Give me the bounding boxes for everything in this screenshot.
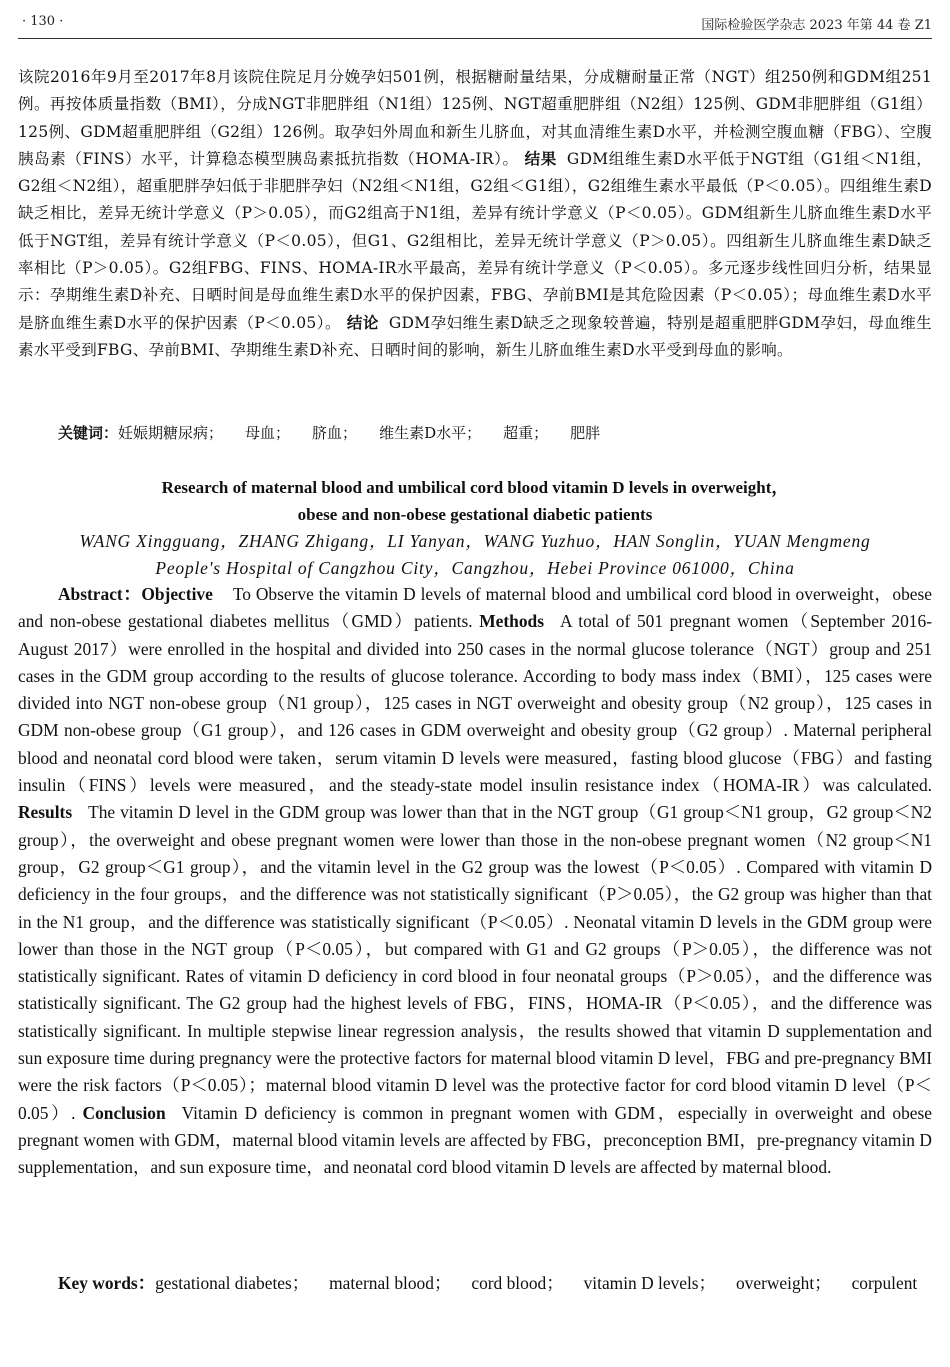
keyword-en: vitamin D levels； <box>583 1273 716 1293</box>
keyword-en: maternal blood； <box>329 1273 452 1293</box>
keywords-en-label: Key words： <box>58 1273 156 1293</box>
keywords-en <box>18 1270 932 1297</box>
keyword-cn: 脐血； <box>312 424 358 442</box>
methods-text: A total of 501 pregnant women（September 2016-August 2017）were enrolled in the hospital and divided into 250 cases in the normal glucose tolerance（NGT）group and 251 cases in the GDM group according to the results of glucose tolerance. According to body mass index（BMI），125 cases were divided into NGT non-obese group（N1 group），125 cases in NGT overweight and obesity group（N2 group），125 cases in GDM non-obese group（G1 group），and 126 cases in GDM overweight and obesity group（G2 group）. Maternal peripheral blood and neonatal cord blood were taken，serum vitamin D levels were measured，fasting blood glucose（FBG）and fasting insulin（FINS）levels were measured，and the steady-state model insulin resistance index（HOMA-IR）was calculated. <box>18 611 932 796</box>
chinese-abstract-body <box>18 64 932 364</box>
results-text-cn: GDM组维生素D水平低于NGT组（G1组＜N1组，G2组＜N2组），超重肥胖孕妇低于非肥胖孕妇（N2组＜N1组，G2组＜G1组），G2组维生素水平最低（P＜0.05）。四组维生素D缺乏相比，差异无统计学意义（P＞0.05），而G2组高于N1组，差异有统计学意义（P＜0.05）。GDM组新生儿脐血维生素D水平低于NGT组，差异有统计学意义（P＜0.05），但G1、G2组相比，差异无统计学意义（P＞0.05）。四组新生儿脐血维生素D缺乏率相比（P＞0.05）。G2组FBG、FINS、HOMA-IR水平最高，差异有统计学意义（P＜0.05）。多元逐步线性回归分析，结果显示：孕期维生素D补充、日晒时间是母血维生素D水平的保护因素，FBG、孕前BMI是其危险因素（P＜0.05）；母血维生素D水平是脐血维生素D水平的保护因素（P＜0.05）。 <box>18 149 933 332</box>
english-title <box>18 474 932 528</box>
keyword-cn: 肥胖 <box>570 424 601 442</box>
journal-info: 国际检验医学杂志 2023 年第 44 卷 Z1 <box>701 18 932 33</box>
results-label: Results <box>18 802 73 823</box>
conclusion-label: Conclusion <box>82 1102 166 1123</box>
header-rule <box>18 38 932 39</box>
keyword-en: gestational diabetes； <box>155 1273 310 1293</box>
keyword-cn: 维生素D水平； <box>379 424 482 442</box>
keywords-cn <box>58 421 928 445</box>
english-title-line2: obese and non-obese gestational diabetic patients <box>297 505 653 524</box>
author-list: WANG Xingguang，ZHANG Zhigang，LI Yanyan，WANG Yuzhuo，HAN Songlin，YUAN Mengmeng <box>79 531 871 551</box>
results-text: The vitamin D level in the GDM group was lower than that in the NGT group（G1 group＜N1 group，G2 group＜N2 group），the overweight and obese pregnant women were lower than those in the non-obese pregnant women（N2 group＜N1 group，G2 group＜G1 group），and the vitamin level in the G2 group was the lowest（P＜0.05）. Compared with vitamin D deficiency in the four groups，and the difference was not statistically significant（P＞0.05），the G2 group was higher than that in the N1 group，and the difference was statistically significant（P＜0.05）. Neonatal vitamin D levels in the GDM group were lower than those in the NGT group（P＜0.05），but compared with G1 and G2 groups（P＞0.05），the difference was not statistically significant. Rates of vitamin D deficiency in cord blood in four neonatal groups（P＞0.05），and the difference was statistically significant. The G2 group had the highest levels of FBG，FINS，HOMA-IR（P＜0.05），and the difference was statistically significant. In multiple stepwise linear regression analysis，the results showed that vitamin D supplementation and sun exposure time during pregnancy were the protective factors for maternal blood vitamin D level，FBG and pre-pregnancy BMI were the risk factors（P＜0.05）；maternal blood vitamin D level was the protective factor for cord blood vitamin D level（P＜0.05）. <box>18 802 932 1123</box>
keyword-cn: 超重； <box>503 424 549 442</box>
english-abstract-body <box>18 581 932 1182</box>
results-label-cn: 结果 <box>524 149 557 168</box>
objective-label: Objective <box>141 584 213 604</box>
affiliation: People's Hospital of Cangzhou City，Cangzhou，Hebei Province 061000，China <box>155 558 795 578</box>
keyword-cn: 母血； <box>245 424 291 442</box>
keyword-cn: 妊娠期糖尿病； <box>118 424 224 442</box>
conclusion-text: Vitamin D deficiency is common in pregnant women with GDM，especially in overweight and obese pregnant women with GDM，maternal blood vitamin levels are affected by FBG，preconception BMI，pre-pregnancy vitamin D supplementation，and sun exposure time，and neonatal cord blood vitamin D levels are affected by maternal blood. <box>18 1102 932 1178</box>
author-block <box>18 528 932 582</box>
english-title-line1: Research of maternal blood and umbilical cord blood vitamin D levels in overweight， <box>161 478 789 497</box>
chinese-abstract <box>18 64 932 364</box>
keyword-en: cord blood； <box>471 1273 564 1293</box>
conclusion-text-cn: GDM孕妇维生素D缺乏之现象较普遍，特别是超重肥胖GDM孕妇，母血维生素水平受到FBG、孕前BMI、孕期维生素D补充、日晒时间的影响，新生儿脐血维生素D水平受到母血的影响。 <box>18 313 932 359</box>
page-number: · 130 · <box>22 14 64 29</box>
abstract-label: Abstract： <box>58 584 142 604</box>
keyword-en: corpulent <box>851 1273 918 1293</box>
keyword-en: overweight； <box>735 1273 832 1293</box>
english-abstract <box>18 581 932 1182</box>
methods-text-cn: 该院2016年9月至2017年8月该院住院足月分娩孕妇501例，根据糖耐量结果，分成糖耐量正常（NGT）组250例和GDM组251例。再按体质量指数（BMI），分成NGT非肥胖组（N1组）125例、NGT超重肥胖组（N2组）125例、GDM非肥胖组（G1组）125例、GDM超重肥胖组（G2组）126例。取孕妇外周血和新生儿脐血，对其血清维生素D水平，并检测空腹血糖（FBG）、空腹胰岛素（FINS）水平，计算稳态模型胰岛素抵抗指数（HOMA-IR）。 <box>18 68 932 168</box>
conclusion-label-cn: 结论 <box>346 313 379 332</box>
page-header <box>22 12 932 34</box>
keywords-cn-label: 关键词： <box>58 424 119 442</box>
methods-label: Methods <box>479 611 544 632</box>
objective-text: To Observe the vitamin D levels of maternal blood and umbilical cord blood in overweight，obese and non-obese gestational diabetes mellitus（GMD）patients. <box>18 584 933 632</box>
